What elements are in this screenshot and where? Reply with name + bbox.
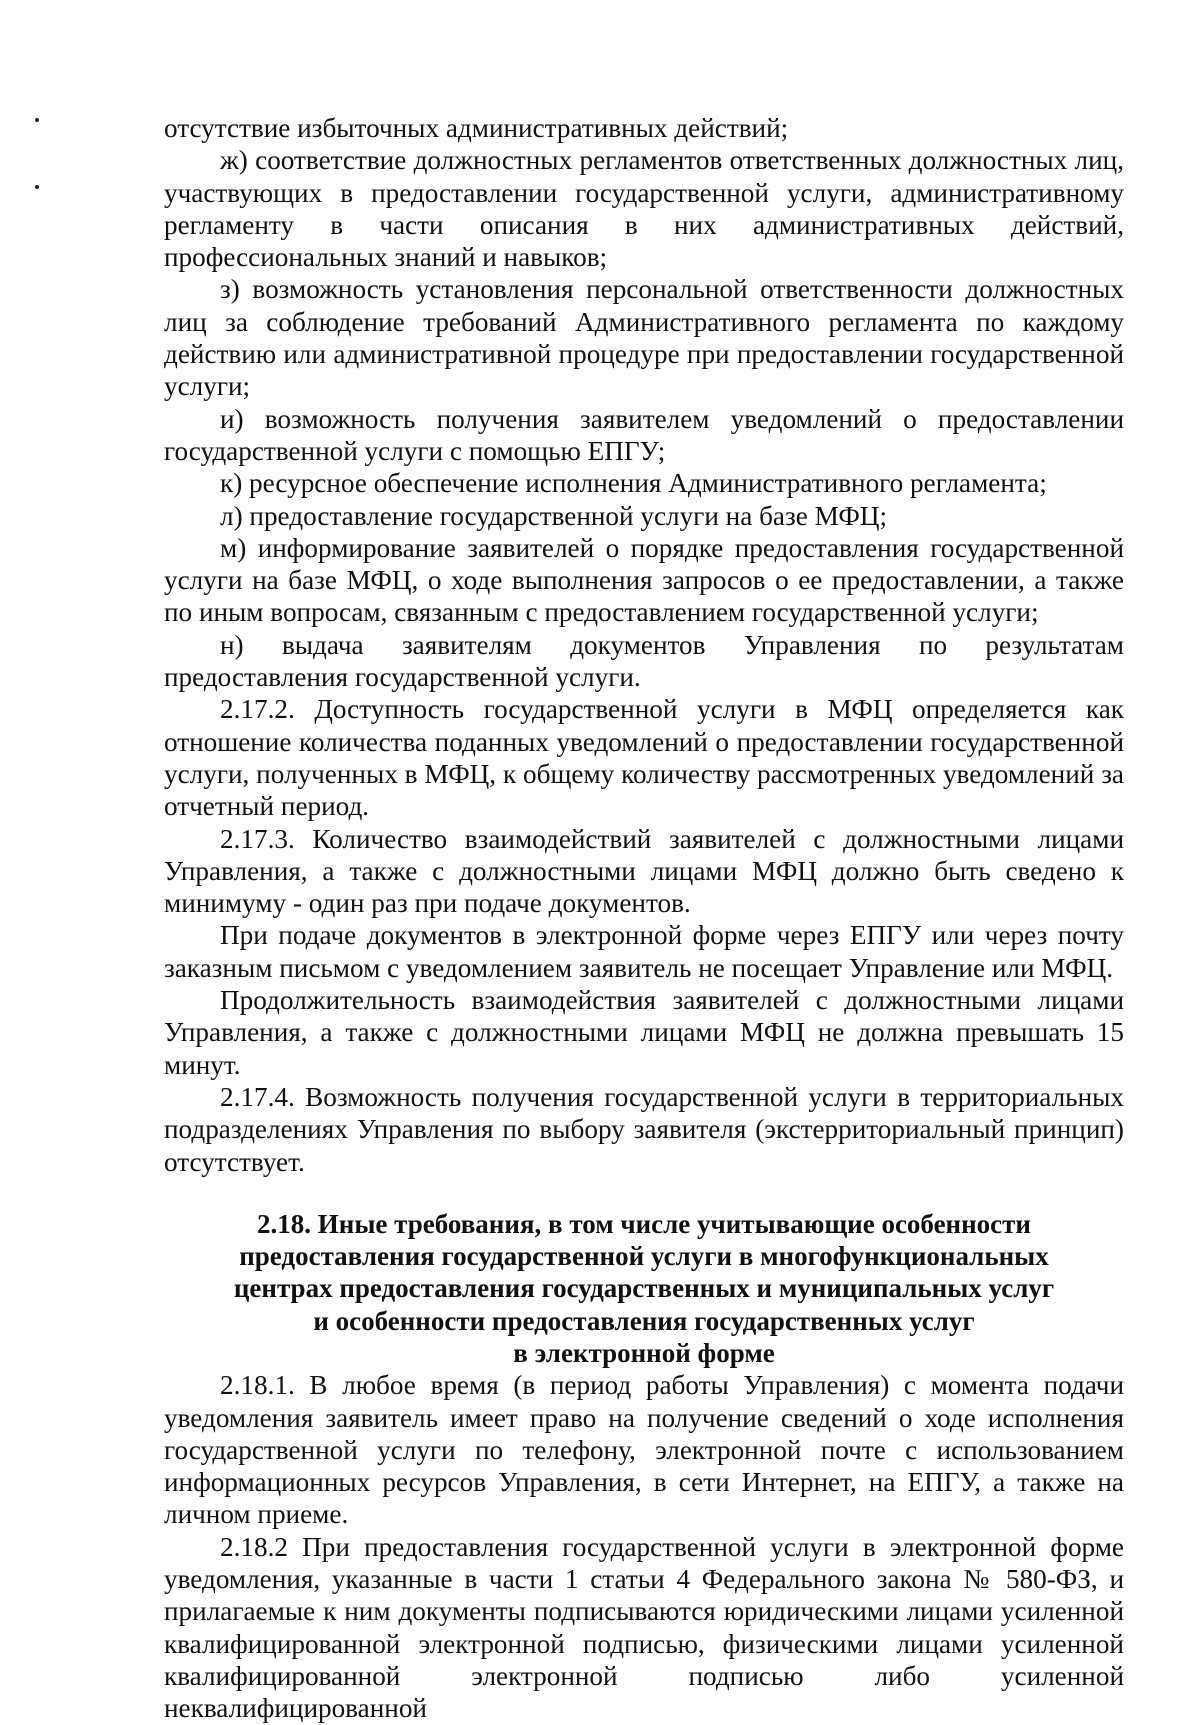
section-heading-line: 2.18. Иные требования, в том числе учитывающие особенности bbox=[257, 1208, 1031, 1239]
paragraph: ж) соответствие должностных регламентов ответственных должностных лиц, участвующих в предоставлении государственной услуги, административному регламенту в части описания в них административных действий, профессиональных знаний и навыков; bbox=[164, 145, 1124, 273]
document-page bbox=[164, 112, 1124, 1725]
paragraph: л) предоставление государственной услуги на базе МФЦ; bbox=[220, 500, 888, 531]
section-heading-line: в электронной форме bbox=[513, 1337, 775, 1368]
paragraph: 2.18.1. В любое время (в период работы Управления) с момента подачи уведомления заявитель имеет право на получение сведений о ходе исполнения государственной услуги по телефону, электронной почте с использованием информационных ресурсов Управления, в сети Интернет, на ЕПГУ, а также на личном приеме. bbox=[164, 1370, 1124, 1530]
section-heading-line: и особенности предоставления государственных услуг bbox=[313, 1305, 975, 1336]
paragraph: и) возможность получения заявителем уведомлений о предоставлении государственной услуги с помощью ЕПГУ; bbox=[164, 403, 1124, 466]
paragraph: н) выдача заявителям документов Управления по результатам предоставления государственной услуги. bbox=[164, 629, 1124, 693]
paragraph: к) ресурсное обеспечение исполнения Административного регламента; bbox=[220, 468, 1047, 499]
paragraph: 2.17.3. Количество взаимодействий заявителей с должностными лицами Управления, а также с должностными лицами МФЦ должно быть сведено к минимуму - один раз при подаче документов. bbox=[164, 823, 1124, 919]
section-heading bbox=[164, 1208, 1124, 1369]
scan-speck bbox=[35, 185, 39, 189]
paragraph: 2.18.2 При предоставления государственной услуги в электронной форме уведомления, указанные в части 1 статьи 4 Федерального закона № 580-ФЗ, и прилагаемые к ним документы подписываются юридическими лицами усиленной квалифицированной электронной подписью, физическими лицами усиленной квалифицированной электронной подписью либо усиленной неквалифицированной bbox=[164, 1531, 1124, 1724]
paragraph: 2.17.2. Доступность государственной услуги в МФЦ определяется как отношение количества поданных уведомлений о предоставлении государственной услуги, полученных в МФЦ, к общему количеству рассмотренных уведомлений за отчетный период. bbox=[164, 694, 1124, 822]
paragraph: 2.17.4. Возможность получения государственной услуги в территориальных подразделениях Управления по выбору заявителя (экстерриториальный принцип) отсутствует. bbox=[164, 1081, 1124, 1177]
scan-speck bbox=[35, 118, 39, 122]
paragraph: Продолжительность взаимодействия заявителей с должностными лицами Управления, а также с должностными лицами МФЦ не должна превышать 15 минут. bbox=[164, 985, 1124, 1080]
paragraph: м) информирование заявителей о порядке предоставления государственной услуги на базе МФЦ, о ходе выполнения запросов о ее предоставлении, а также по иным вопросам, связанным с предоставлением государственной услуги; bbox=[164, 532, 1124, 628]
paragraph: отсутствие избыточных административных действий; bbox=[164, 113, 789, 143]
section-heading-line: предоставления государственной услуги в многофункциональных bbox=[239, 1241, 1049, 1272]
paragraph: з) возможность установления персональной ответственности должностных лиц за соблюдение требований Административного регламента по каждому действию или административной процедуре при предоставлении государственной услуги; bbox=[164, 274, 1124, 402]
section-heading-line: центрах предоставления государственных и муниципальных услуг bbox=[233, 1273, 1055, 1304]
paragraph: При подаче документов в электронной форме через ЕПГУ или через почту заказным письмом с уведомлением заявитель не посещает Управление или МФЦ. bbox=[164, 920, 1124, 983]
